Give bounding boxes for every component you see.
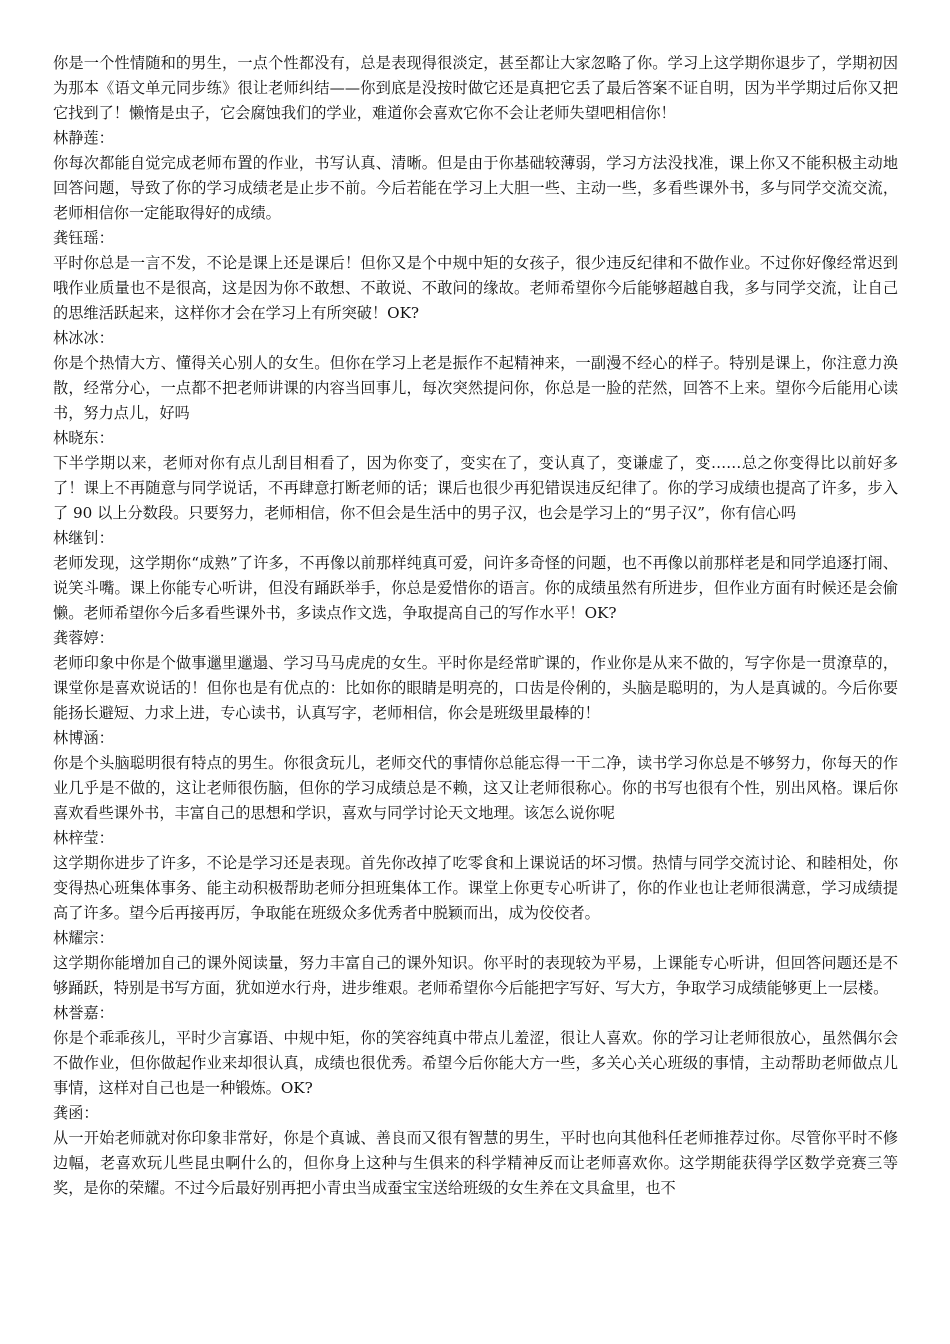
intro-comment: 你是一个性情随和的男生，一点个性都没有，总是表现得很淡定，甚至都让大家忽略了你。学习上这学期你退步了，学期初因为那本《语文单元同步练》很让老师纠结——你到底是没按时做它还是真把它丢了最后答案不证自明，因为半学期过后你又把它找到了！懒惰是虫子，它会腐蚀我们的学业，难道你会喜欢它你不会让老师失望吧相信你！ <box>53 54 898 122</box>
student-name: 龚函： <box>53 1104 99 1122</box>
entry <box>53 726 898 826</box>
student-name: 龚钰瑶： <box>53 229 114 247</box>
entry <box>53 1101 898 1201</box>
teacher-comment: 你是个乖乖孩儿，平时少言寡语、中规中矩，你的笑容纯真中带点儿羞涩，很让人喜欢。你的学习让老师很放心，虽然偶尔会不做作业，但你做起作业来却很认真，成绩也很优秀。希望今后你能大方一些，多关心关心班级的事情，主动帮助老师做点儿事情，这样对自己也是一种锻炼。OK? <box>53 1029 898 1097</box>
student-name: 林晓东： <box>53 429 114 447</box>
entry <box>53 826 898 926</box>
student-name: 林耀宗： <box>53 929 114 947</box>
teacher-comment: 平时你总是一言不发，不论是课上还是课后！但你又是个中规中矩的女孩子，很少违反纪律和不做作业。不过你好像经常迟到哦作业质量也不是很高，这是因为你不敢想、不敢说、不敢问的缘故。老师希望你今后能够超越自我，多与同学交流，让自己的思维活跃起来，这样你才会在学习上有所突破！OK? <box>53 254 898 322</box>
teacher-comment: 你是个头脑聪明很有特点的男生。你很贪玩儿，老师交代的事情你总能忘得一干二净，读书学习你总是不够努力，你每天的作业几乎是不做的，这让老师很伤脑，但你的学习成绩总是不赖，这又让老师很称心。你的书写也很有个性，别出风格。课后你喜欢看些课外书，丰富自己的思想和学识，喜欢与同学讨论天文地理。该怎么说你呢 <box>53 754 898 822</box>
student-name: 龚蓉婷： <box>53 629 114 647</box>
entry <box>53 1001 898 1101</box>
teacher-comment: 这学期你进步了许多，不论是学习还是表现。首先你改掉了吃零食和上课说话的坏习惯。热情与同学交流讨论、和睦相处，你变得热心班集体事务、能主动积极帮助老师分担班集体工作。课堂上你更专心听讲了，你的作业也让老师很满意，学习成绩提高了许多。望今后再接再厉，争取能在班级众多优秀者中脱颖而出，成为佼佼者。 <box>53 854 898 922</box>
student-name: 林静莲： <box>53 129 114 147</box>
teacher-comment: 你每次都能自觉完成老师布置的作业，书写认真、清晰。但是由于你基础较薄弱，学习方法没找准，课上你又不能积极主动地回答问题，导致了你的学习成绩老是止步不前。今后若能在学习上大胆一些、主动一些，多看些课外书，多与同学交流交流，老师相信你一定能取得好的成绩。 <box>53 154 898 222</box>
student-name: 林誉嘉： <box>53 1004 114 1022</box>
teacher-comment: 下半学期以来，老师对你有点儿刮目相看了，因为你变了，变实在了，变认真了，变谦虚了，变……总之你变得比以前好多了！课上不再随意与同学说话，不再肆意打断老师的话；课后也很少再犯错误违反纪律了。你的学习成绩也提高了许多，步入了 90 以上分数段。只要努力，老师相信，你不但会是生活中的男子汉，也会是学习上的“男子汉”，你有信心吗 <box>53 454 898 522</box>
teacher-comment: 老师印象中你是个做事邋里邋遢、学习马马虎虎的女生。平时你是经常旷课的，作业你是从来不做的，写字你是一贯潦草的，课堂你是喜欢说话的！但你也是有优点的：比如你的眼睛是明亮的，口齿是伶俐的，头脑是聪明的，为人是真诚的。今后你要能扬长避短、力求上进，专心读书，认真写字，老师相信，你会是班级里最棒的！ <box>53 654 898 722</box>
teacher-comment: 老师发现，这学期你“成熟”了许多，不再像以前那样纯真可爱，问许多奇怪的问题，也不再像以前那样老是和同学追逐打闹、说笑斗嘴。课上你能专心听讲，但没有踊跃举手，你总是爱惜你的语言。你的成绩虽然有所进步，但作业方面有时候还是会偷懒。老师希望你今后多看些课外书，多读点作文选，争取提高自己的写作水平！OK? <box>53 554 898 622</box>
student-name: 林冰冰： <box>53 329 114 347</box>
entry <box>53 626 898 726</box>
student-name: 林梓莹： <box>53 829 114 847</box>
teacher-comment: 从一开始老师就对你印象非常好，你是个真诚、善良而又很有智慧的男生，平时也向其他科任老师推荐过你。尽管你平时不修边幅，老喜欢玩儿些昆虫啊什么的，但你身上这种与生俱来的科学精神反而让老师喜欢你。这学期能获得学区数学竞赛三等奖，是你的荣耀。不过今后最好别再把小青虫当成蚕宝宝送给班级的女生养在文具盒里，也不 <box>53 1129 898 1197</box>
student-name: 林博涵： <box>53 729 114 747</box>
entry <box>53 426 898 526</box>
entry <box>53 126 898 226</box>
entry <box>53 326 898 426</box>
teacher-comment: 你是个热情大方、懂得关心别人的女生。但你在学习上老是振作不起精神来，一副漫不经心的样子。特别是课上，你注意力涣散，经常分心，一点都不把老师讲课的内容当回事儿，每次突然提问你，你总是一脸的茫然，回答不上来。望你今后能用心读书，努力点儿，好吗 <box>53 354 898 422</box>
entry <box>53 226 898 326</box>
teacher-comment: 这学期你能增加自己的课外阅读量，努力丰富自己的课外知识。你平时的表现较为平易，上课能专心听讲，但回答问题还是不够踊跃，特别是书写方面，犹如逆水行舟，进步维艰。老师希望你今后能把字写好、写大方，争取学习成绩能够更上一层楼。 <box>53 954 898 997</box>
document-page <box>53 51 898 1201</box>
entry <box>53 526 898 626</box>
student-name: 林继钊： <box>53 529 114 547</box>
entry <box>53 926 898 1001</box>
